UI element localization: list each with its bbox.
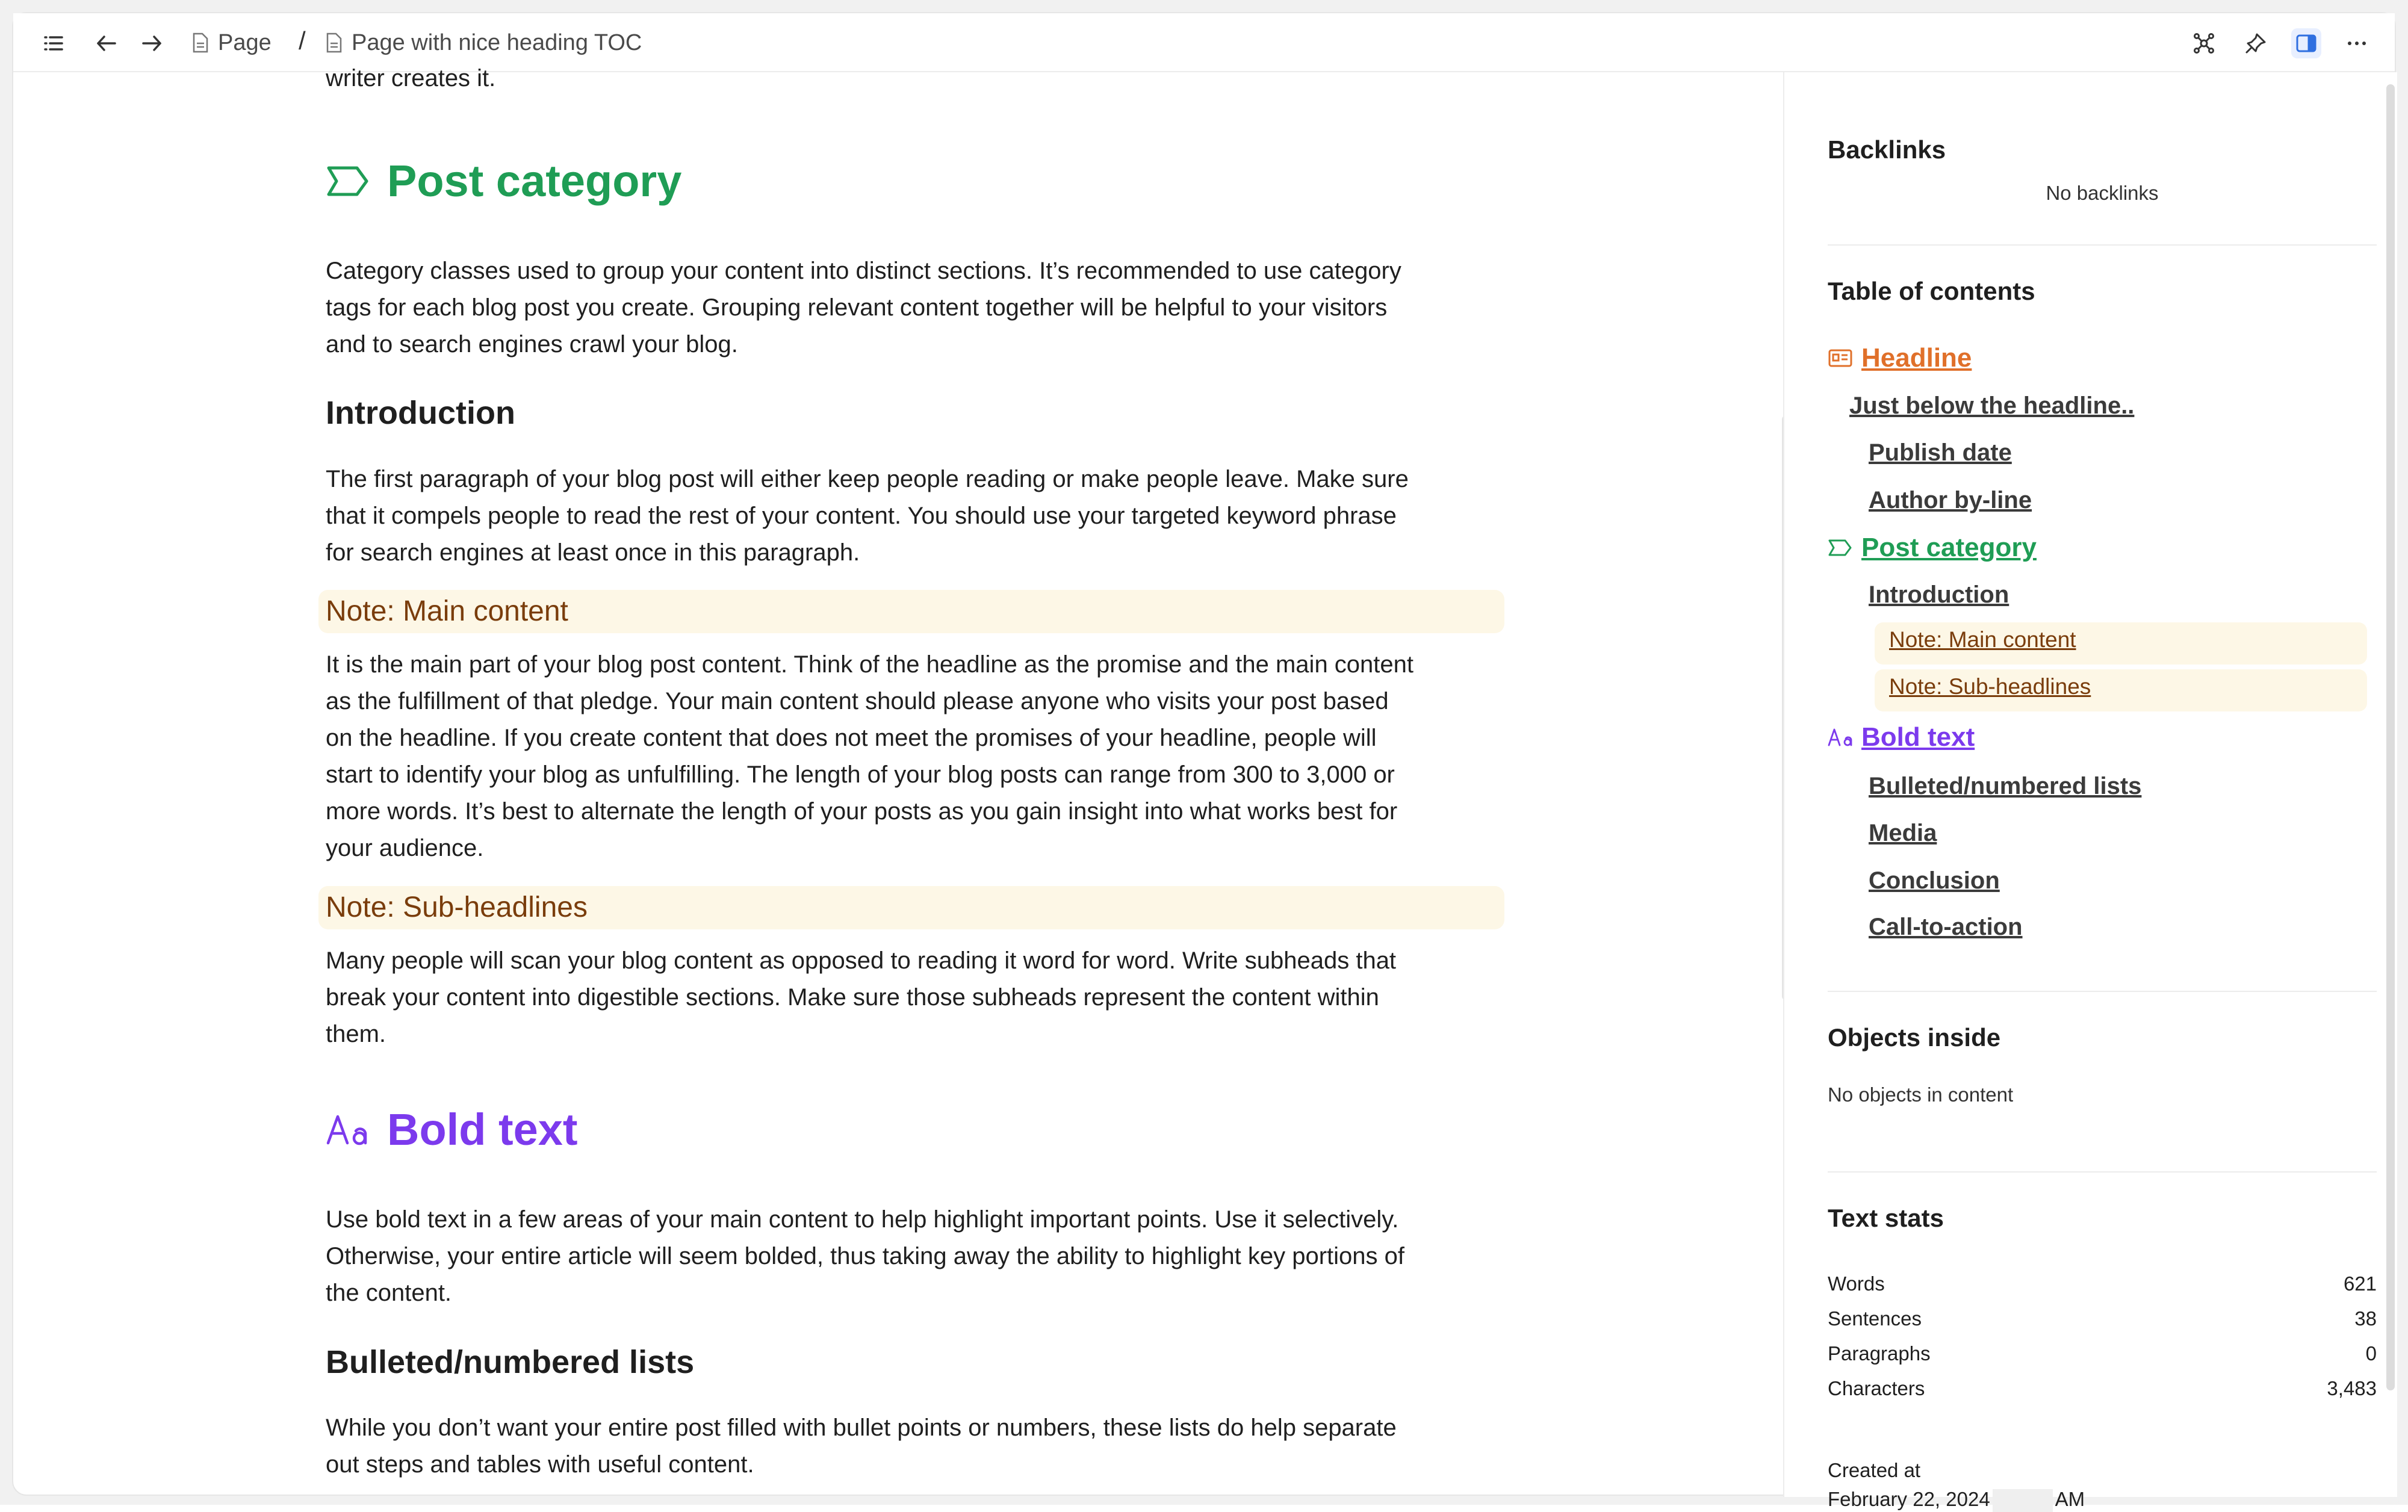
toc-item-call-to-action[interactable] [1869, 914, 2023, 941]
toc-label: Bulleted/numbered lists [1869, 773, 2142, 799]
breadcrumb-current-label: Page with nice heading TOC [352, 29, 642, 55]
stat-label: Sentences [1828, 1307, 1922, 1330]
text-line: start to identify your blog as unfulfilling. The length of your blog posts can range from 300 to 3,000 or [326, 761, 1395, 788]
text-style-icon [1828, 727, 1853, 748]
toc-item-conclusion[interactable] [1869, 867, 2000, 894]
toc-label: Bold text [1861, 722, 1975, 752]
divider [1828, 1171, 2377, 1173]
toc-label: Post category [1861, 533, 2037, 562]
objects-inside-title: Objects inside [1828, 1023, 2001, 1052]
forward-arrow-icon[interactable] [137, 28, 167, 58]
toc-label: Media [1869, 820, 1937, 846]
text-line: as the fulfillment of that pledge. Your main content should please anyone who visits your post based [326, 688, 1389, 714]
headline-icon [1828, 348, 1853, 368]
paragraph [326, 646, 1413, 867]
stat-row-words [1828, 1272, 2377, 1295]
heading-text: Post category [387, 156, 682, 206]
sidebar-scrollbar[interactable] [2386, 84, 2395, 1390]
objects-empty: No objects in content [1828, 1083, 2014, 1106]
text-line: Use bold text in a few areas of your main content to help highlight important points. Use it selectively. [326, 1206, 1399, 1233]
divider [1828, 991, 2377, 992]
created-date: February 22, 2024 [1828, 1488, 1990, 1510]
toc-label: Introduction [1869, 581, 2009, 608]
text-line: on the headline. If you create content that does not meet the promises of your headline, people will [326, 725, 1377, 751]
text-line: your audience. [326, 835, 484, 861]
toc-label: Headline [1861, 343, 1972, 373]
toc-label: Note: Sub-headlines [1889, 674, 2091, 699]
stat-label: Paragraphs [1828, 1342, 1931, 1365]
toc-item-introduction[interactable] [1869, 581, 2009, 609]
text-line: tags for each blog post you create. Grouping relevant content together will be helpful to your visitors [326, 294, 1388, 321]
heading-introduction: Introduction [326, 395, 515, 431]
heading-bold-text [326, 1104, 578, 1155]
stat-value: 3,483 [2327, 1377, 2377, 1399]
text-line: them. [326, 1021, 386, 1047]
stat-row-characters [1828, 1377, 2377, 1400]
toc-label: Just below the headline.. [1849, 392, 2135, 419]
breadcrumb-current[interactable] [325, 29, 642, 57]
app-window [12, 12, 2396, 1510]
text-line: The first paragraph of your blog post will either keep people reading or make people leave. Make sure [326, 466, 1409, 492]
heading-post-category [326, 155, 681, 206]
paragraph [326, 253, 1401, 363]
breadcrumb-separator: / [299, 26, 306, 55]
created-suffix: AM [2055, 1488, 2085, 1510]
toc-label: Note: Main content [1889, 627, 2076, 652]
text-line: Many people will scan your blog content as opposed to reading it word for word. Write subheads that [326, 947, 1397, 974]
more-icon[interactable] [2342, 28, 2372, 58]
toc-item-post-category[interactable] [1828, 533, 2037, 563]
toc-item-note-main-content[interactable] [1889, 627, 2076, 652]
page-icon [325, 33, 343, 53]
toc-label: Author by-line [1869, 487, 2032, 513]
graph-icon[interactable] [2189, 28, 2219, 58]
list-icon[interactable] [39, 28, 69, 58]
text-line: While you don’t want your entire post filled with bullet points or numbers, these lists do help separate [326, 1414, 1397, 1441]
text-fragment: writer creates it. [326, 65, 496, 91]
page-icon [191, 33, 209, 53]
heading-note-main-content: Note: Main content [318, 590, 1504, 633]
paragraph [326, 1410, 1397, 1483]
right-sidebar [1783, 72, 2397, 1510]
stat-value: 38 [2354, 1307, 2377, 1330]
stat-label: Characters [1828, 1377, 1925, 1399]
text-line: the content. [326, 1280, 452, 1306]
text-line: and to search engines crawl your blog. [326, 331, 738, 358]
stat-value: 0 [2365, 1342, 2377, 1365]
text-stats-title: Text stats [1828, 1204, 1944, 1232]
heading-bulleted-lists: Bulleted/numbered lists [326, 1344, 695, 1380]
divider [1828, 244, 2377, 246]
pin-icon[interactable] [2241, 28, 2271, 58]
paragraph [326, 943, 1396, 1053]
toc-item-just-below[interactable] [1849, 392, 2134, 420]
redacted-block [1993, 1489, 2053, 1512]
heading-note-sub-headlines: Note: Sub-headlines [318, 886, 1504, 929]
toc-item-bulleted-lists[interactable] [1869, 773, 2141, 800]
tag-icon [1828, 538, 1853, 558]
breadcrumb-parent[interactable] [191, 29, 272, 57]
tag-icon [326, 163, 370, 199]
text-line: It is the main part of your blog post content. Think of the headline as the promise and the main content [326, 651, 1414, 678]
back-arrow-icon[interactable] [92, 28, 122, 58]
text-line: Otherwise, your entire article will seem bolded, thus taking away the ability to highlight key portions of [326, 1243, 1405, 1269]
toc-label: Conclusion [1869, 867, 2000, 894]
paragraph [326, 461, 1409, 571]
paragraph [326, 1201, 1404, 1312]
toc-label: Call-to-action [1869, 914, 2023, 940]
sidebar-toggle-icon[interactable] [2291, 28, 2321, 58]
text-line: that it compels people to read the rest of your content. You should use your targeted keyword phrase [326, 503, 1397, 529]
breadcrumb-parent-label: Page [218, 29, 272, 55]
toc-title: Table of contents [1828, 277, 2035, 305]
backlinks-title: Backlinks [1828, 135, 1946, 164]
stat-label: Words [1828, 1272, 1885, 1295]
stat-row-sentences [1828, 1307, 2377, 1330]
text-line: out steps and tables with useful content. [326, 1451, 754, 1478]
toc-item-publish-date[interactable] [1869, 439, 2012, 466]
text-line: Category classes used to group your content into distinct sections. It’s recommended to use category [326, 258, 1401, 284]
toc-label: Publish date [1869, 439, 2012, 466]
text-line: for search engines at least once in this paragraph. [326, 539, 860, 566]
backlinks-empty: No backlinks [2046, 182, 2159, 204]
created-at-value [1828, 1488, 2085, 1512]
toc-item-headline[interactable] [1828, 343, 1972, 373]
toc-item-note-sub-headlines[interactable] [1889, 674, 2091, 699]
stat-row-paragraphs [1828, 1342, 2377, 1365]
text-line: break your content into digestible sections. Make sure those subheads represent the content within [326, 984, 1379, 1011]
text-style-icon [326, 1112, 370, 1148]
created-at-label: Created at [1828, 1459, 1921, 1481]
stat-value: 621 [2343, 1272, 2377, 1295]
toc-item-bold-text[interactable] [1828, 722, 1975, 752]
text-line: more words. It’s best to alternate the length of your posts as you gain insight into what works best for [326, 798, 1398, 825]
document-editor[interactable] [13, 65, 1783, 1497]
toc-item-author-byline[interactable] [1869, 487, 2032, 514]
toc-item-media[interactable] [1869, 820, 1937, 847]
heading-text: Bold text [387, 1105, 578, 1154]
